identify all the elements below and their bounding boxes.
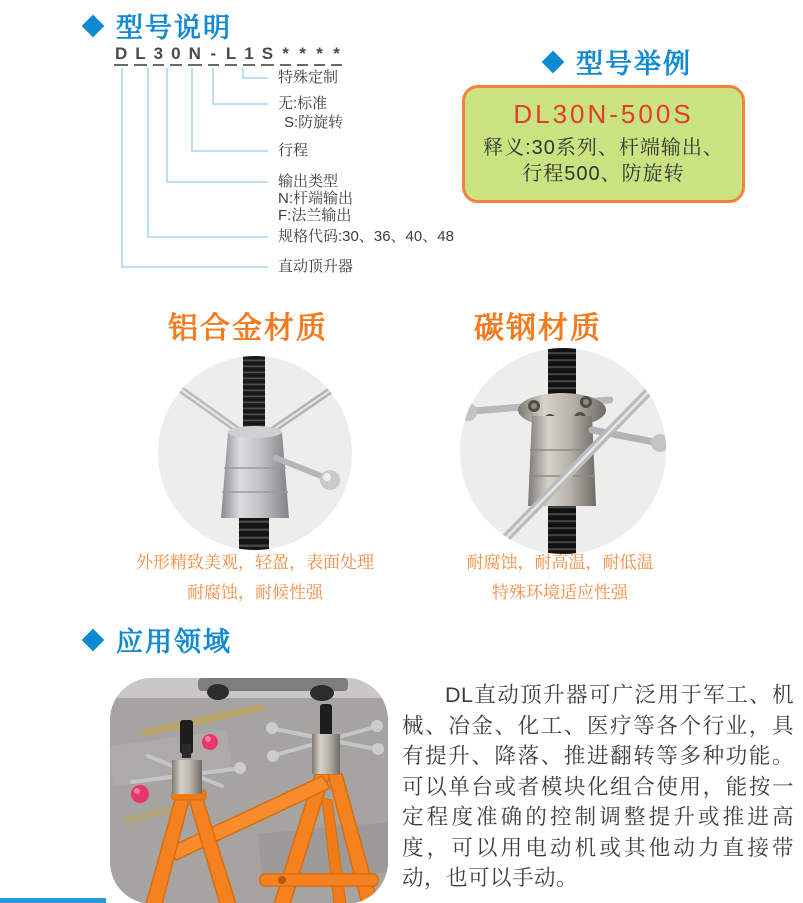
application-description: DL直动顶升器可广泛用于军工、机械、冶金、化工、医疗等各个行业，具有提升、降落、推进翻转等多种功能。可以单台或者模块化组合使用，能按一定程度准确的控制调整提升或推进高度，可以用电动机或其他动力直接带动，也可以手动。 — [402, 683, 794, 890]
product-photo-aluminum — [158, 356, 352, 550]
steel-device-illustration — [460, 348, 666, 554]
application-scene-illustration — [110, 678, 388, 903]
model-code-string: D L 3 0 N - L 1 S * * * * — [111, 44, 345, 66]
diamond-icon — [542, 50, 565, 73]
example-model-number: DL30N-500S — [513, 99, 694, 129]
section-title: 应用领域 — [116, 627, 232, 657]
section-title: 型号举例 — [576, 49, 692, 79]
bottom-accent-line — [0, 898, 106, 903]
applications-header — [85, 620, 232, 659]
label-spec-code: 规格代码:30、36、40、48 — [278, 228, 454, 245]
label-special-custom: 特殊定制 — [278, 69, 339, 86]
model-explanation-header — [85, 6, 232, 45]
aluminum-caption-line2: 耐腐蚀，耐候性强 — [187, 583, 323, 602]
product-photo-steel — [460, 348, 666, 554]
label-device-name: 直动顶升器 — [278, 258, 354, 275]
label-none-standard: 无:标准 — [278, 95, 328, 112]
example-explanation-line1: 释义:30系列、杆端输出、 — [483, 137, 724, 159]
aluminum-caption — [115, 548, 395, 608]
model-example-header — [545, 42, 692, 81]
diamond-icon — [82, 14, 105, 37]
section-title: 型号说明 — [116, 13, 232, 43]
label-output-flange: F:法兰输出 — [278, 207, 352, 224]
aluminum-caption-line1: 外形精致美观，轻盈，表面处理 — [136, 553, 374, 572]
example-explanation-line2: 行程500、防旋转 — [522, 163, 685, 185]
model-example-box — [462, 85, 745, 203]
steel-caption — [420, 548, 700, 608]
label-output-type: 输出类型 — [278, 173, 339, 190]
aluminum-title: 铝合金材质 — [168, 312, 328, 345]
label-anti-rotation: S:防旋转 — [284, 114, 344, 131]
diamond-icon — [82, 628, 105, 651]
label-output-rod: N:杆端输出 — [278, 190, 354, 207]
application-photo — [110, 678, 388, 903]
steel-caption-line2: 特殊环境适应性强 — [492, 583, 628, 602]
aluminum-device-illustration — [158, 356, 352, 550]
steel-caption-line1: 耐腐蚀，耐高温，耐低温 — [466, 553, 654, 572]
label-stroke: 行程 — [278, 142, 309, 159]
steel-title: 碳钢材质 — [474, 312, 602, 345]
